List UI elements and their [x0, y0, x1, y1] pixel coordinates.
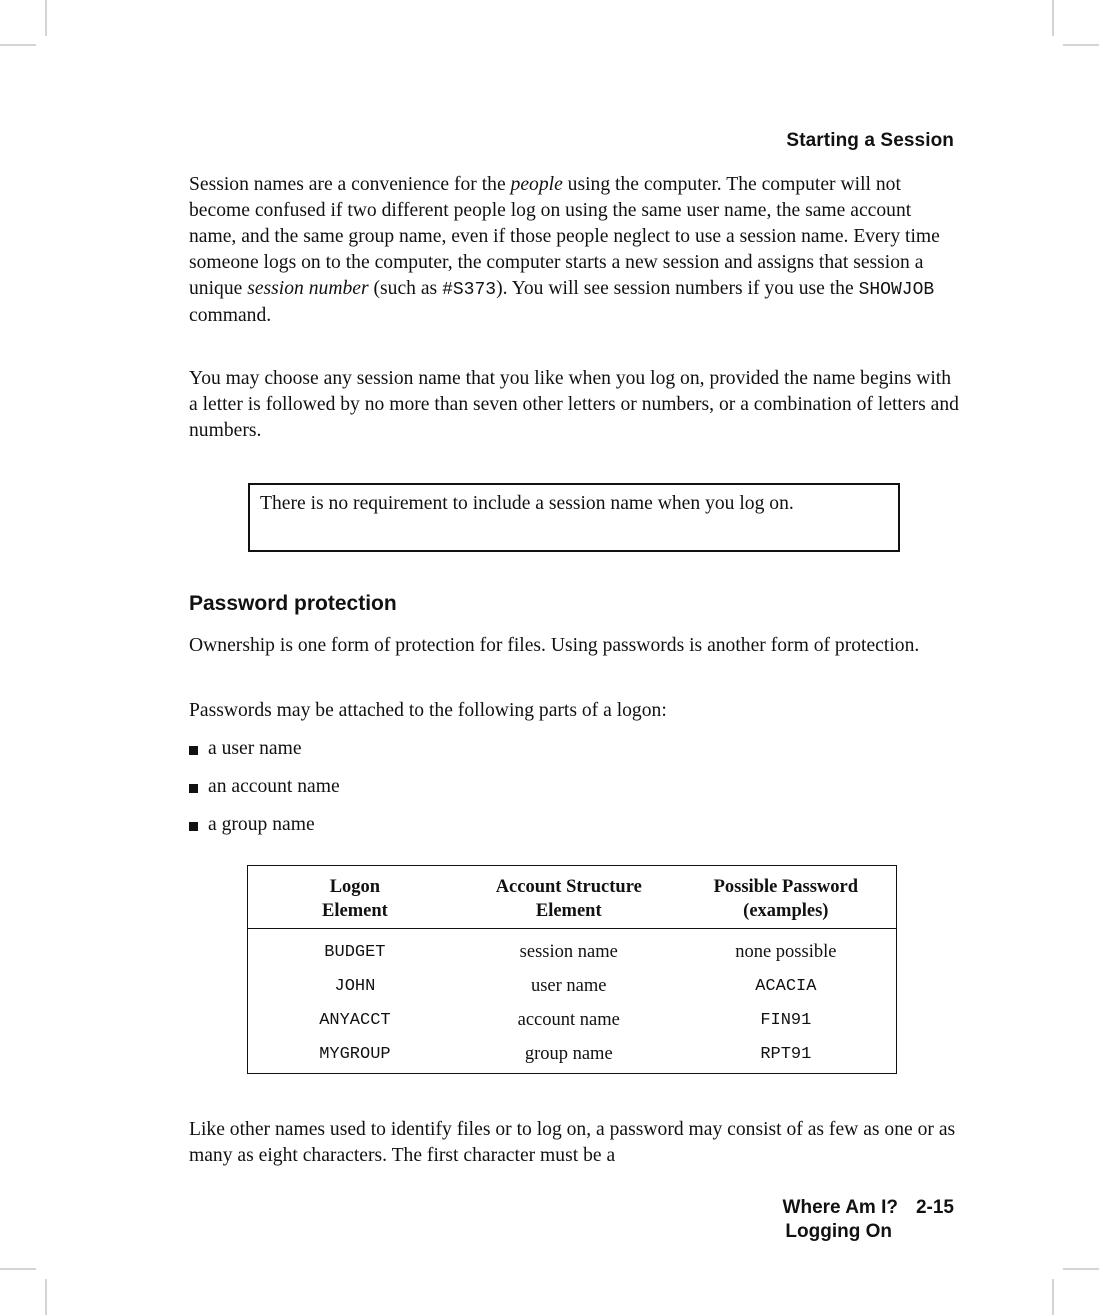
column-header-account-structure [462, 866, 676, 929]
paragraph-ownership: Ownership is one form of protection for files. Using passwords is another form of protection. [189, 635, 920, 656]
note-text: There is no requirement to include a session name when you log on. [260, 493, 794, 514]
page-footer [783, 1196, 954, 1244]
crop-mark-top-left-horizontal [0, 44, 36, 46]
running-head: Starting a Session [786, 130, 954, 151]
crop-mark-top-right-horizontal [1063, 44, 1099, 46]
header-line: Element [322, 901, 388, 921]
cell-account-structure: user name [530, 975, 607, 996]
crop-mark-top-right-vertical [1052, 0, 1054, 36]
crop-mark-top-left-vertical [45, 0, 47, 36]
table-row [248, 1037, 896, 1071]
header-line: (examples) [743, 901, 829, 921]
column-header-possible-password [676, 866, 896, 929]
crop-mark-bottom-left-vertical [45, 1279, 47, 1315]
paragraph-choose-session-name: You may choose any session name that you like when you log on, provided the name begins with a letter is followed by no more than seven other letters or numbers, or a combination of letters and numbers. [189, 368, 959, 441]
header-line: Logon [329, 877, 381, 897]
table-row [248, 969, 896, 1003]
text: ). You will see session numbers if you use the [496, 278, 859, 299]
paragraph-passwords-attached: Passwords may be attached to the following parts of a logon: [189, 700, 667, 721]
paragraph-session-names [189, 172, 959, 329]
cell-logon-element: ANYACCT [319, 1010, 391, 1030]
footer-chapter: Where Am I? [782, 1197, 898, 1218]
list-item-text: an account name [208, 776, 340, 797]
square-bullet-icon [189, 822, 198, 831]
cell-password: RPT91 [760, 1044, 812, 1064]
column-header-logon-element [248, 866, 462, 929]
emphasis-session-number: session number [247, 278, 369, 299]
cell-password: none possible [735, 941, 837, 962]
square-bullet-icon [189, 746, 198, 755]
list-item [189, 774, 340, 800]
list-item [189, 812, 315, 838]
cell-password: FIN91 [760, 1010, 812, 1030]
password-examples-table [247, 865, 897, 1074]
footer-chapter-line [783, 1196, 954, 1220]
table-row [248, 1003, 896, 1037]
crop-mark-bottom-right-horizontal [1063, 1268, 1099, 1270]
crop-mark-bottom-left-horizontal [0, 1268, 36, 1270]
table-row [248, 929, 896, 970]
cell-logon-element: BUDGET [324, 942, 386, 962]
cell-account-structure: session name [519, 941, 618, 962]
crop-mark-bottom-right-vertical [1052, 1279, 1054, 1315]
table-header-row [248, 866, 896, 929]
list-item-text: a user name [208, 738, 302, 759]
cell-logon-element: MYGROUP [319, 1044, 391, 1064]
footer-section: Logging On [785, 1221, 892, 1242]
text: using the computer. The computer will not become confused if two different people log on using the same user name, the same account name, and the same group name, even if those people neglect to use a session name. Every time someone logs on to the computer, the computer starts a new session and assigns that session a unique [189, 174, 940, 299]
note-box [248, 483, 900, 552]
paragraph-password-length: Like other names used to identify files or to log on, a password may consist of as few as one or as many as eight characters. The first character must be a [189, 1119, 956, 1166]
cell-account-structure: group name [524, 1043, 613, 1064]
code-showjob: SHOWJOB [858, 280, 935, 300]
page-number: 2-15 [915, 1197, 954, 1218]
square-bullet-icon [189, 784, 198, 793]
code-session-number: #S373 [442, 280, 497, 300]
emphasis-people: people [510, 174, 563, 195]
header-line: Possible Password [713, 877, 859, 897]
list-item-text: a group name [208, 814, 315, 835]
list-item [189, 736, 302, 762]
text: Session names are a convenience for the [189, 174, 511, 195]
header-line: Element [535, 901, 602, 921]
text: (such as [368, 278, 443, 299]
cell-logon-element: JOHN [334, 976, 376, 996]
cell-account-structure: account name [517, 1009, 620, 1030]
section-heading: Password protection [189, 592, 397, 615]
text: command. [189, 305, 272, 326]
header-line: Account Structure [495, 877, 642, 897]
cell-password: ACACIA [755, 976, 817, 996]
